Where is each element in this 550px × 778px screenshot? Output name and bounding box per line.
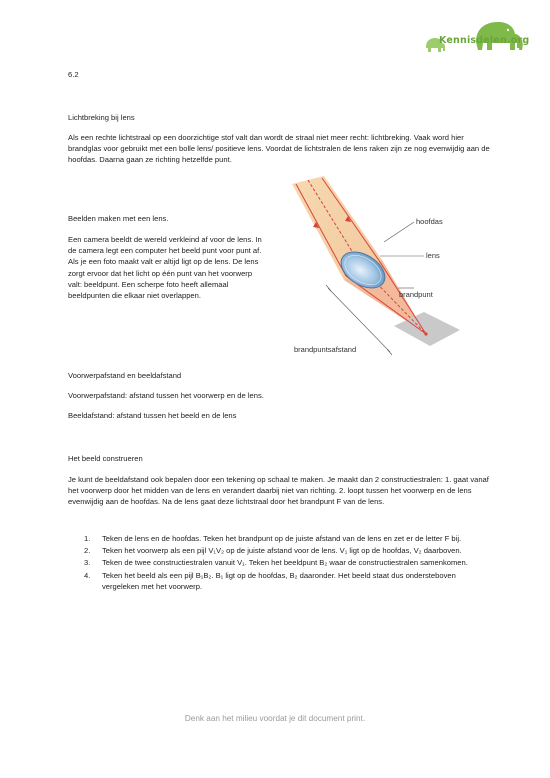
- list-item: 2. Teken het voorwerp als een pijl V₁V₂ op de juiste afstand voor de lens. V₁ ligt op de hoofdas, V₂ daarboven.: [84, 546, 462, 556]
- heading-lichtbreking: Lichtbreking bij lens: [68, 113, 135, 122]
- section-number: 6.2: [68, 70, 79, 79]
- footer-note: Denk aan het milieu voordat je dit document print.: [184, 714, 366, 723]
- paragraph-construeren: Je kunt de beeldafstand ook bepalen door een tekening op schaal te maken. Je maakt dan 2 constructiestralen: 1. gaat vanaf het voorwerp door het midden van de lens en verandert daarbij niet van richting. 2. loopt tussen het voorwerp en de lens evenwijdig aan de hoofdas. Na de lens gaat deze lichtstraal door het brandpunt F van de lens.: [68, 475, 489, 507]
- definition-beeldafstand: Beeldafstand: afstand tussen het beeld en de lens: [68, 411, 237, 420]
- heading-afstand: Voorwerpafstand en beeldafstand: [68, 371, 182, 380]
- focal-point: [424, 332, 427, 335]
- list-item: 4. Teken het beeld als een pijl B₁B₂. B₁ ligt op de hoofdas, B₂ daaronder. Het beeld staat dus ondersteboven vergeleken met het voorwerp.: [84, 570, 456, 591]
- lens-diagram: [286, 176, 496, 356]
- label-brandpunt: brandpunt: [399, 290, 433, 299]
- paragraph-beelden: Een camera beeldt de wereld verkleind af voor de lens. In de camera legt een computer het beeld punt voor punt af. Als je een foto maakt valt er altijd ligt op de lens. De lens zorgt ervoor dat het licht op één punt van het voorwerp valt: beeldpunt. Een scherpe foto heeft allemaal beeldpunten die elkaar niet overlappen.: [68, 235, 262, 301]
- label-lens: lens: [426, 251, 440, 260]
- construction-steps: [68, 533, 492, 593]
- definition-voorwerpafstand: Voorwerpafstand: afstand tussen het voorwerp en de lens.: [68, 391, 264, 400]
- logo-text: Kennisdelen.org: [439, 35, 530, 46]
- paragraph-lichtbreking: Als een rechte lichtstraal op een doorzichtige stof valt dan wordt de straal niet meer recht: lichtbreking. Vaak word hier brandglas voor gebruikt met een bolle lens/ positieve lens. Voordat de lichtstralen de lens raken zijn ze nog evenwijdig aan de hoofdas. Daarna gaan ze richting hetzelfde punt.: [68, 133, 490, 165]
- list-item: 3. Teken de twee constructiestralen vanuit V₁. Teken het beeldpunt B₂ waar de constructiestralen samenkomen.: [84, 558, 468, 568]
- label-hoofdas: hoofdas: [416, 217, 443, 226]
- heading-construeren: Het beeld construeren: [68, 454, 143, 463]
- list-item: 1. Teken de lens en de hoofdas. Teken het brandpunt op de juiste afstand van de lens en zet er de letter F bij.: [84, 534, 462, 543]
- heading-beelden: Beelden maken met een lens.: [68, 214, 169, 223]
- label-brandpuntsafstand: brandpuntsafstand: [294, 345, 357, 354]
